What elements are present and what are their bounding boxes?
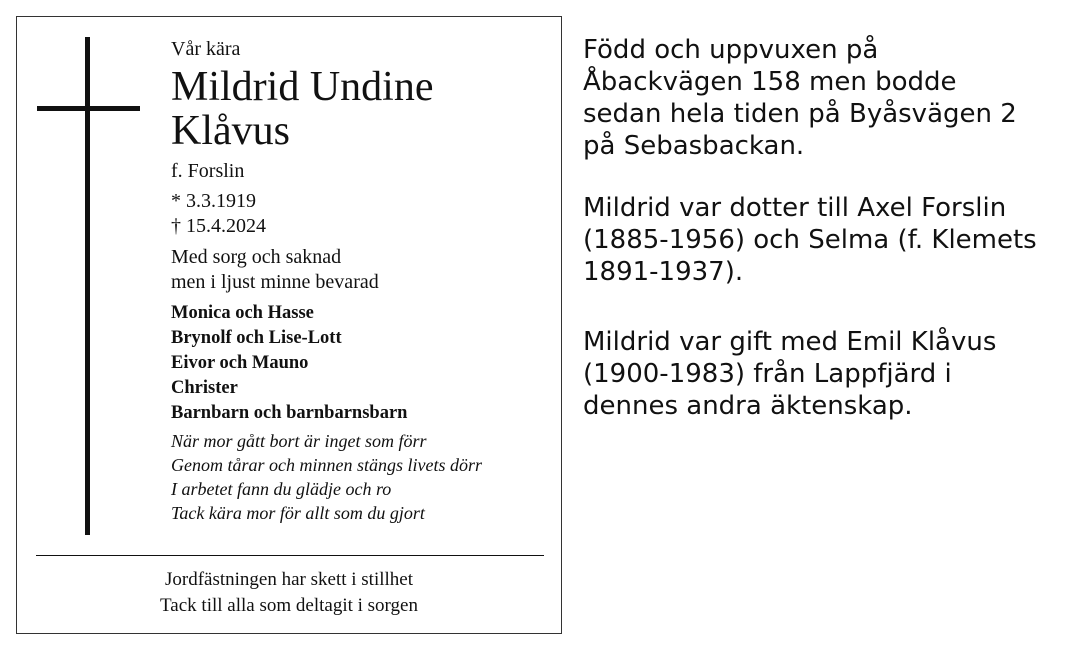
mourning-message-line: Med sorg och saknad — [171, 246, 342, 268]
cross-icon-horizontal-bar — [37, 106, 140, 111]
mourner-name: Barnbarn och barnbarnsbarn — [171, 403, 408, 423]
biography-line: 1891-1937). — [583, 257, 744, 287]
biography-paragraph-residence — [583, 34, 1063, 162]
mourning-message-line: men i ljust minne bevarad — [171, 271, 379, 293]
biography-text — [583, 34, 1063, 452]
biography-line: (1900-1983) från Lappfjärd i — [583, 359, 952, 389]
biography-line: Mildrid var dotter till Axel Forslin — [583, 193, 1007, 223]
maiden-name: f. Forslin — [171, 160, 245, 182]
biography-line: Åbackvägen 158 men bodde — [583, 67, 957, 97]
verse-line: Genom tårar och minnen stängs livets dörr — [171, 455, 482, 475]
biography-line: (1885-1956) och Selma (f. Klemets — [583, 225, 1037, 255]
mourner-name: Eivor och Mauno — [171, 353, 309, 373]
biography-line: sedan hela tiden på Byåsvägen 2 — [583, 99, 1017, 129]
biography-line: på Sebasbackan. — [583, 131, 805, 161]
mourner-name: Monica och Hasse — [171, 303, 314, 323]
birth-date: * 3.3.1919 — [171, 190, 256, 212]
memorial-verse — [171, 429, 551, 525]
verse-line: I arbetet fann du glädje och ro — [171, 479, 392, 499]
life-dates — [171, 189, 551, 239]
notice-footer — [17, 567, 561, 619]
notice-intro: Vår kära — [171, 38, 241, 60]
verse-line: Tack kära mor för allt som du gjort — [171, 503, 425, 523]
mourner-name: Brynolf och Lise-Lott — [171, 328, 342, 348]
footer-line: Jordfästningen har skett i stillhet — [164, 569, 413, 590]
deceased-name-line-1: Mildrid Undine — [171, 64, 434, 110]
cross-icon-vertical-bar — [85, 37, 90, 535]
biography-paragraph-parents — [583, 192, 1063, 288]
biography-line: dennes andra äktenskap. — [583, 391, 913, 421]
mourner-name: Christer — [171, 378, 238, 398]
obituary-notice — [16, 16, 562, 634]
footer-line: Tack till alla som deltagit i sorgen — [160, 595, 418, 616]
mourning-message — [171, 245, 551, 295]
notice-text-block — [171, 37, 551, 525]
verse-line: När mor gått bort är inget som förr — [171, 431, 427, 451]
notice-divider — [36, 555, 544, 556]
mourners-list — [171, 301, 551, 426]
deceased-name — [171, 65, 551, 153]
death-date: † 15.4.2024 — [171, 215, 266, 237]
biography-line: Mildrid var gift med Emil Klåvus — [583, 327, 997, 357]
biography-line: Född och uppvuxen på — [583, 35, 879, 65]
biography-paragraph-marriage — [583, 326, 1063, 422]
deceased-name-line-2: Klåvus — [171, 108, 290, 154]
